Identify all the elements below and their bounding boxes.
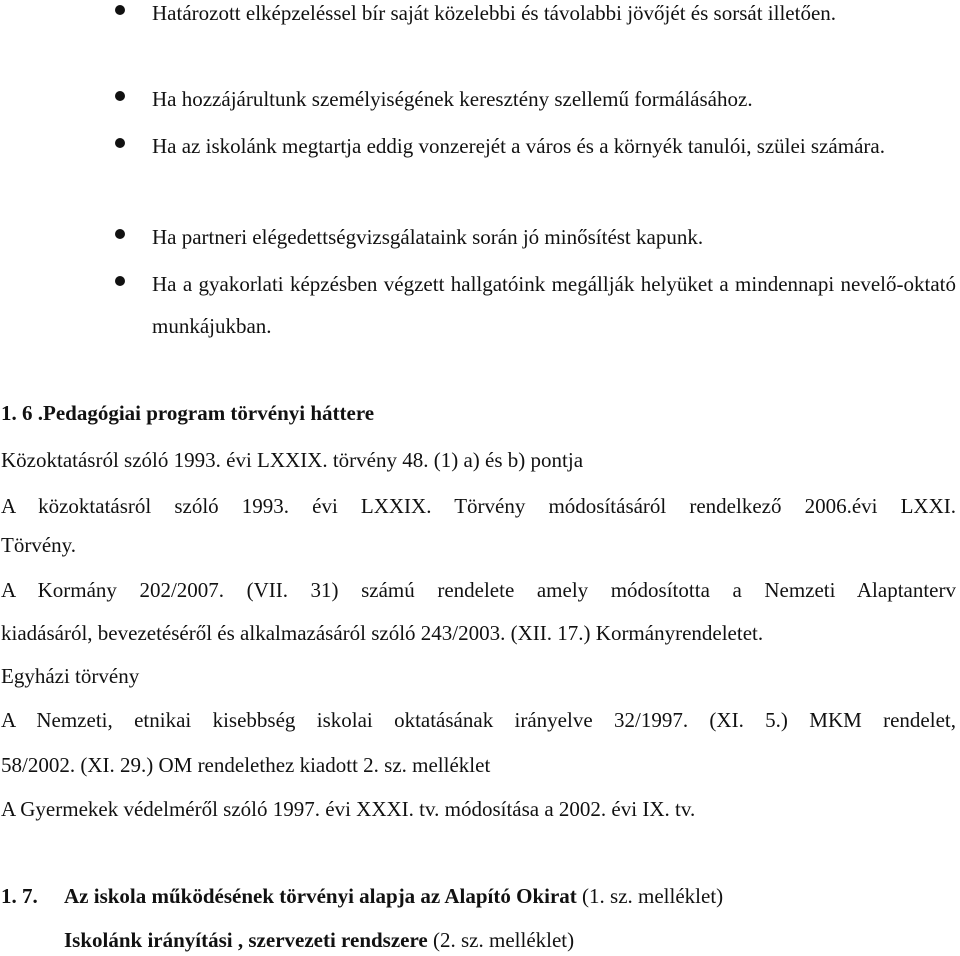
bullet-icon — [115, 91, 125, 101]
list-item — [0, 263, 960, 347]
law-reference: A Gyermekek védelméről szóló 1997. évi XXXI. tv. módosítása a 2002. évi IX. tv. — [1, 797, 696, 821]
bullet-icon — [115, 138, 125, 148]
list-item — [0, 216, 960, 258]
list-item — [0, 78, 960, 120]
law-reference: A Nemzeti, etnikai kisebbség iskolai oktatásának irányelve 32/1997. (XI. 5.) MKM rendelet, — [1, 708, 956, 732]
section-annex-ref: (1. sz. melléklet) — [576, 884, 724, 908]
section-annex-ref: (2. sz. melléklet) — [427, 928, 575, 952]
bullet-text: Ha az iskolánk megtartja eddig vonzerejét a város és a környék tanulói, szülei számára. — [152, 134, 885, 158]
bullet-text: Ha a gyakorlati képzésben végzett hallgatóink megállják helyüket a mindennapi nevelő-oktató munkájukban. — [152, 272, 956, 338]
law-reference: A közoktatásról szóló 1993. évi LXXIX. Törvény módosításáról rendelkező 2006.évi LXXI. — [1, 494, 956, 518]
law-reference: Törvény. — [1, 533, 77, 557]
section-line — [64, 884, 723, 909]
section-line — [64, 928, 574, 953]
section-title: Az iskola működésének törvényi alapja az Alapító Okirat — [64, 884, 577, 908]
bullet-text: Ha hozzájárultunk személyiségének keresztény szellemű formálásához. — [152, 87, 753, 111]
section-heading: 1. 6 .Pedagógiai program törvényi háttere — [1, 401, 375, 425]
bullet-icon — [115, 276, 125, 286]
law-reference: 58/2002. (XI. 29.) OM rendelethez kiadott 2. sz. melléklet — [1, 753, 491, 777]
law-reference: Közoktatásról szóló 1993. évi LXXIX. törvény 48. (1) a) és b) pontja — [1, 448, 584, 472]
bullet-text: Határozott elképzeléssel bír saját közelebbi és távolabbi jövőjét és sorsát illetően. — [152, 1, 837, 25]
list-item — [0, 0, 960, 34]
bullet-icon — [115, 5, 125, 15]
list-item — [0, 125, 960, 167]
section-number: 1. 7. — [1, 884, 38, 908]
bullet-text: Ha partneri elégedettségvizsgálataink során jó minősítést kapunk. — [152, 225, 704, 249]
law-reference: Egyházi törvény — [1, 664, 140, 688]
law-reference: A Kormány 202/2007. (VII. 31) számú rendelete amely módosította a Nemzeti Alaptanterv — [1, 578, 956, 602]
bullet-icon — [115, 229, 125, 239]
law-reference: kiadásáról, bevezetéséről és alkalmazásáról szóló 243/2003. (XII. 17.) Kormányrendeletet. — [1, 621, 764, 645]
section-title: Iskolánk irányítási , szervezeti rendszere — [64, 928, 428, 952]
